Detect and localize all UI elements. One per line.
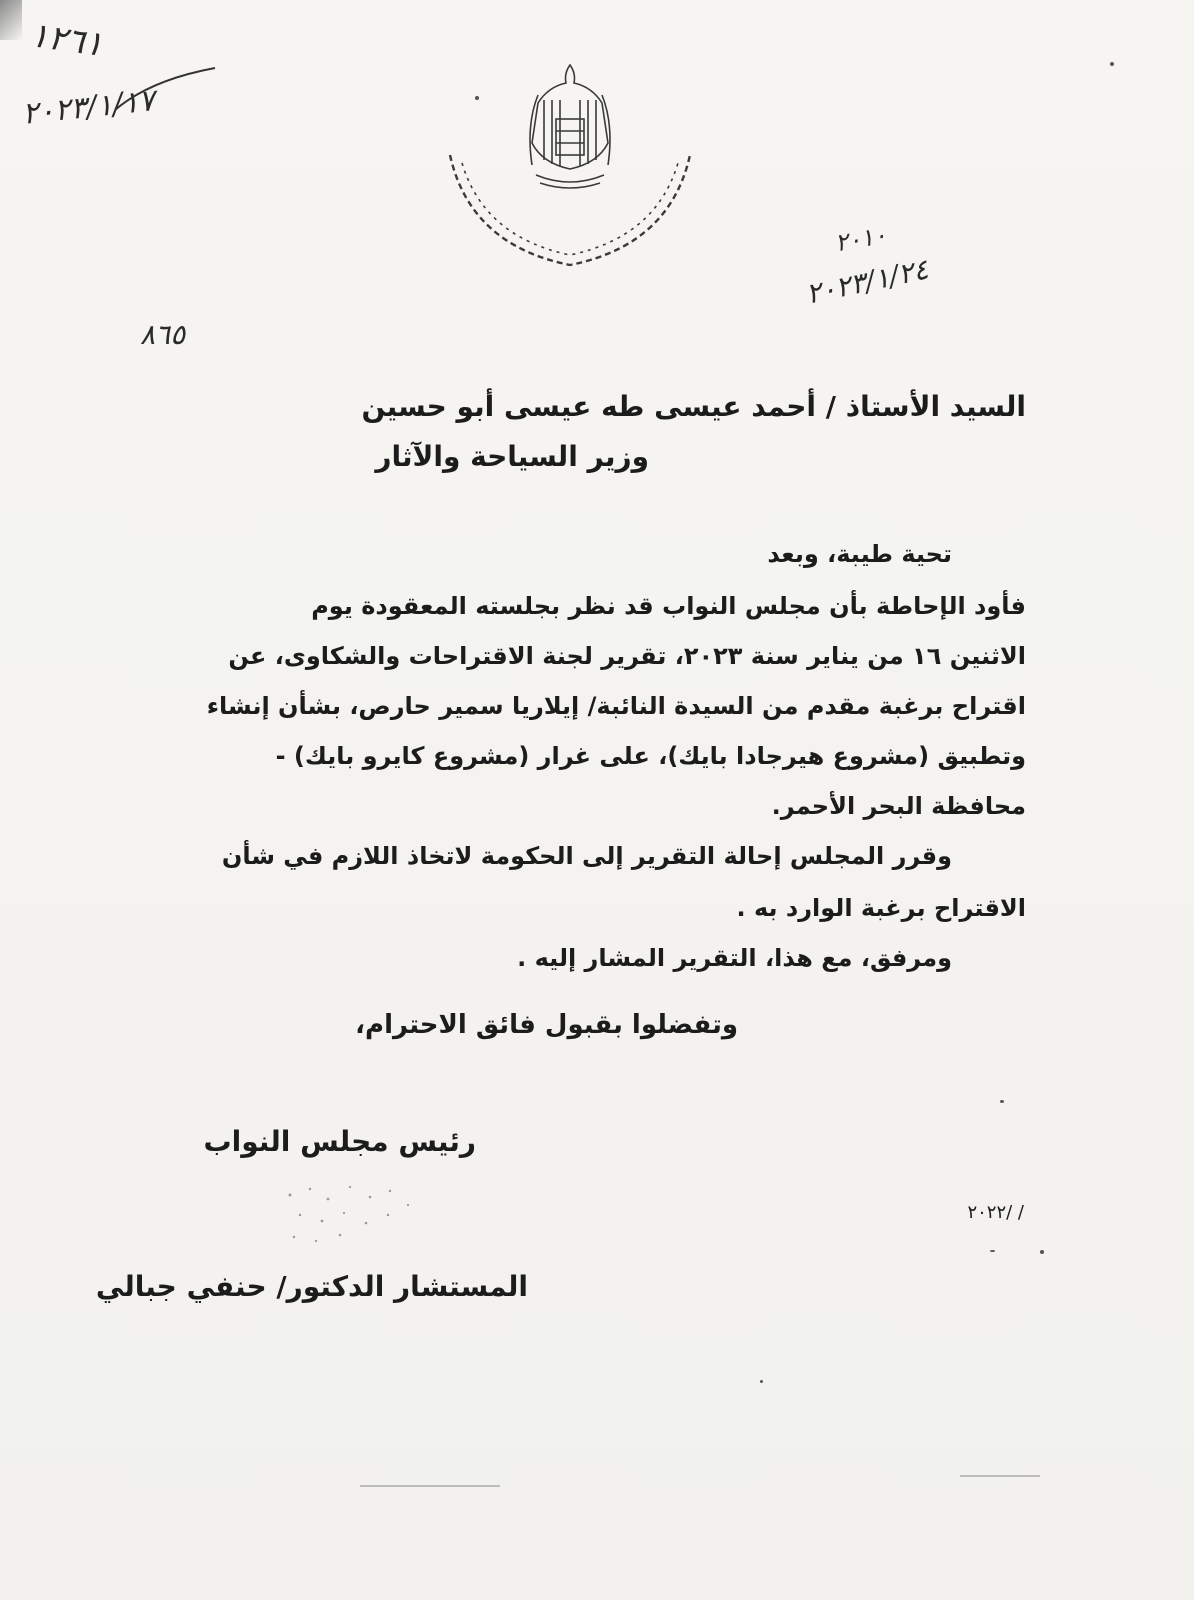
handwritten-date-mid: ٢٠٢٣/١/٢٤: [802, 252, 932, 311]
scan-speck: [1110, 62, 1114, 66]
faint-stamp-icon: [270, 1175, 430, 1255]
recipient-name-line: السيد الأستاذ / أحمد عيسى طه عيسى أبو حسين: [361, 390, 1026, 423]
signatory-title: رئيس مجلس النواب: [203, 1125, 476, 1158]
signatory-name: المستشار الدكتور/ حنفي جبالي: [95, 1270, 528, 1303]
handwritten-stroke-icon: [110, 60, 220, 120]
scan-speck: [1000, 1100, 1004, 1103]
paragraph-1-line-3: اقتراح برغبة مقدم من السيدة النائبة/ إيلاريا سمير حارص، بشأن إنشاء: [206, 692, 1026, 720]
parliament-emblem-seal: [440, 55, 700, 280]
handwritten-file-number: ٨٦٥: [140, 318, 186, 351]
recipient-title-line: وزير السياحة والآثار: [375, 440, 649, 473]
signature-date: / /٢٠٢٢: [967, 1202, 1024, 1223]
handwritten-ref-mid: ٢٠١٠: [832, 220, 889, 258]
scan-artifact-line: [960, 1475, 1040, 1477]
scan-speck: [1040, 1250, 1044, 1254]
paragraph-1-line-5: محافظة البحر الأحمر.: [771, 792, 1026, 820]
scan-corner-shadow: [0, 0, 22, 40]
greeting: تحية طيبة، وبعد: [767, 540, 952, 568]
closing-line: وتفضلوا بقبول فائق الاحترام،: [355, 1010, 738, 1040]
handwritten-ref-top: ١٢٦١: [27, 15, 106, 65]
scan-speck: [475, 96, 479, 100]
scan-speck: [760, 1380, 763, 1383]
scan-speck: [990, 1250, 995, 1252]
paragraph-1-line-2: الاثنين ١٦ من يناير سنة ٢٠٢٣، تقرير لجنة الاقتراحات والشكاوى، عن: [228, 642, 1026, 670]
paragraph-2-line-1: وقرر المجلس إحالة التقرير إلى الحكومة لاتخاذ اللازم في شأن: [221, 842, 952, 870]
paragraph-3: ومرفق، مع هذا، التقرير المشار إليه .: [517, 944, 952, 972]
paragraph-2-line-2: الاقتراح برغبة الوارد به .: [736, 894, 1026, 922]
scan-artifact-line: [360, 1485, 500, 1487]
paragraph-1-line-4: وتطبيق (مشروع هيرجادا بايك)، على غرار (مشروع كايرو بايك) -: [275, 742, 1026, 770]
paragraph-1-line-1: فأود الإحاطة بأن مجلس النواب قد نظر بجلسته المعقودة يوم: [311, 592, 1026, 620]
handwritten-date-top: ٢٠٢٣/١/١٧: [20, 83, 157, 132]
